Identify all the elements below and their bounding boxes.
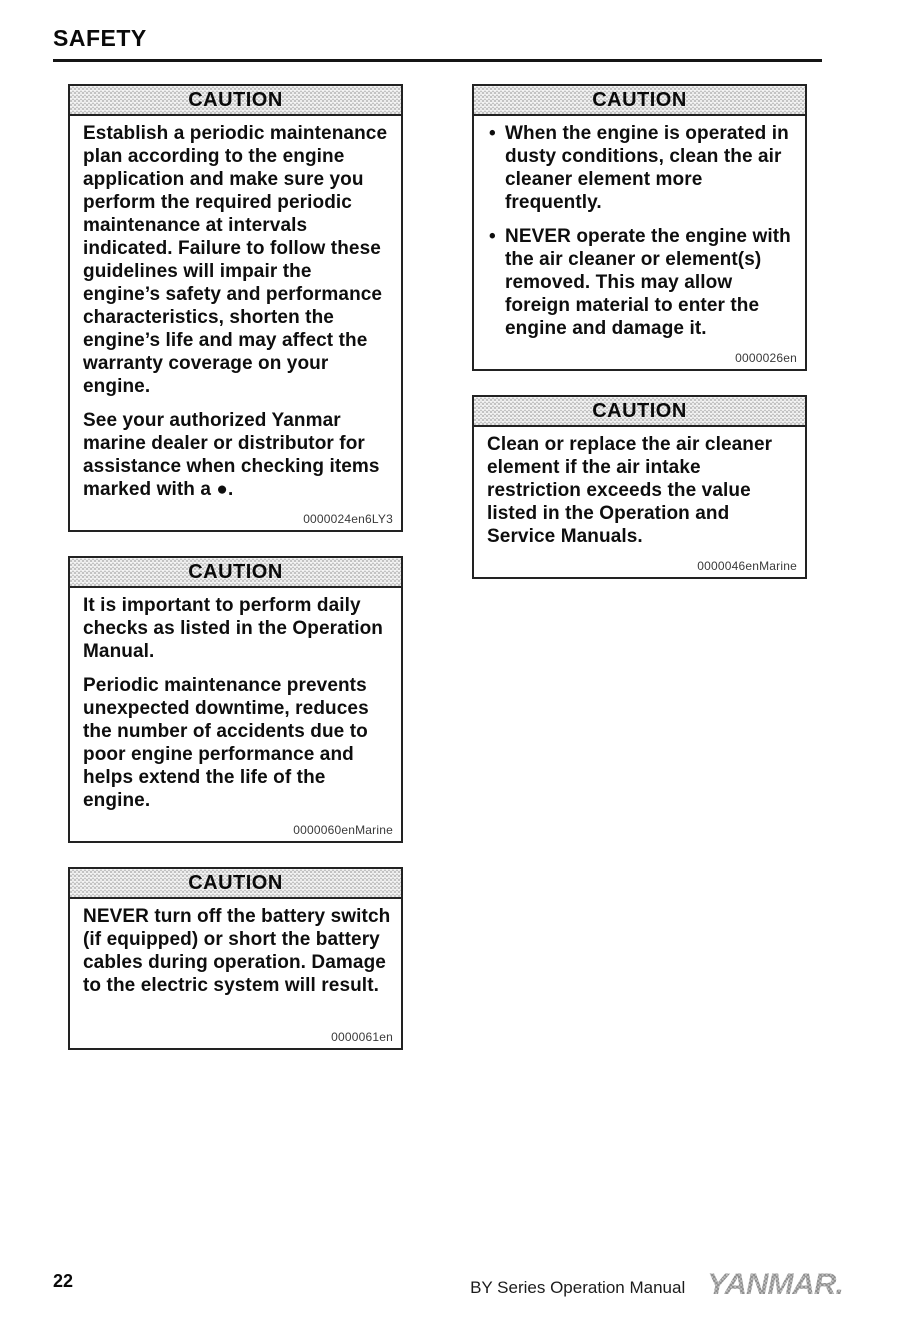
caution-paragraph: See your authorized Yanmar marine dealer or distributor for assistance when checking items marked with a ●. bbox=[83, 410, 380, 500]
caution-box-header bbox=[474, 397, 805, 427]
document-code: 0000046enMarine bbox=[697, 559, 797, 573]
page-number: 22 bbox=[53, 1271, 74, 1291]
document-code: 0000060enMarine bbox=[293, 823, 393, 837]
bullet-list-item bbox=[487, 225, 797, 340]
left-column bbox=[68, 84, 403, 1074]
caution-box-battery-switch bbox=[68, 867, 403, 1050]
bullet-icon: • bbox=[489, 123, 496, 144]
caution-label: CAUTION bbox=[188, 871, 283, 894]
caution-box-body bbox=[474, 427, 805, 577]
bullet-icon: • bbox=[489, 226, 496, 247]
caution-box-body bbox=[70, 116, 401, 530]
caution-box-body bbox=[474, 116, 805, 369]
caution-paragraph: When the engine is operated in dusty conditions, clean the air cleaner element more frequently. bbox=[505, 123, 789, 213]
caution-label: CAUTION bbox=[188, 88, 283, 111]
caution-box-air-cleaner bbox=[472, 84, 807, 371]
manual-title: BY Series Operation Manual bbox=[470, 1278, 686, 1297]
caution-box-body bbox=[70, 899, 401, 1048]
bullet-list-item bbox=[487, 122, 797, 214]
caution-box-header bbox=[70, 558, 401, 588]
document-code: 0000026en bbox=[735, 351, 797, 365]
caution-label: CAUTION bbox=[592, 88, 687, 111]
caution-paragraph: It is important to perform daily checks as listed in the Operation Manual. bbox=[83, 595, 384, 662]
caution-paragraph: Clean or replace the air cleaner element if the air intake restriction exceeds the value listed in the Operation and Service Manuals. bbox=[487, 434, 773, 547]
caution-box-daily-checks bbox=[68, 556, 403, 843]
caution-paragraph: NEVER turn off the battery switch (if equipped) or short the battery cables during operation. Damage to the electric system will result. bbox=[83, 906, 391, 996]
yanmar-logo: YANMAR. bbox=[707, 1268, 844, 1301]
document-code: 0000061en bbox=[331, 1030, 393, 1044]
caution-label: CAUTION bbox=[592, 399, 687, 422]
caution-paragraph: Periodic maintenance prevents unexpected downtime, reduces the number of accidents due to poor engine performance and helps extend the life of the engine. bbox=[83, 675, 369, 811]
caution-box-maintenance-plan bbox=[68, 84, 403, 532]
footer bbox=[470, 1268, 844, 1302]
caution-box-air-intake bbox=[472, 395, 807, 579]
right-column bbox=[472, 84, 807, 603]
caution-paragraph: Establish a periodic maintenance plan according to the engine application and make sure you perform the required periodic maintenance at intervals indicated. Failure to follow these guidelines will impair the engine’s safety and performance characteristics, shorten the engine’s life and may affect the warranty coverage on your engine. bbox=[83, 123, 388, 397]
caution-label: CAUTION bbox=[188, 560, 283, 583]
caution-box-header bbox=[70, 869, 401, 899]
caution-paragraph: NEVER operate the engine with the air cleaner or element(s) removed. This may allow foreign material to enter the engine and damage it. bbox=[505, 226, 791, 339]
page-title: SAFETY bbox=[53, 25, 147, 51]
document-code: 0000024en6LY3 bbox=[303, 512, 393, 526]
caution-box-header bbox=[70, 86, 401, 116]
title-divider bbox=[53, 59, 822, 62]
caution-box-body bbox=[70, 588, 401, 841]
caution-box-header bbox=[474, 86, 805, 116]
